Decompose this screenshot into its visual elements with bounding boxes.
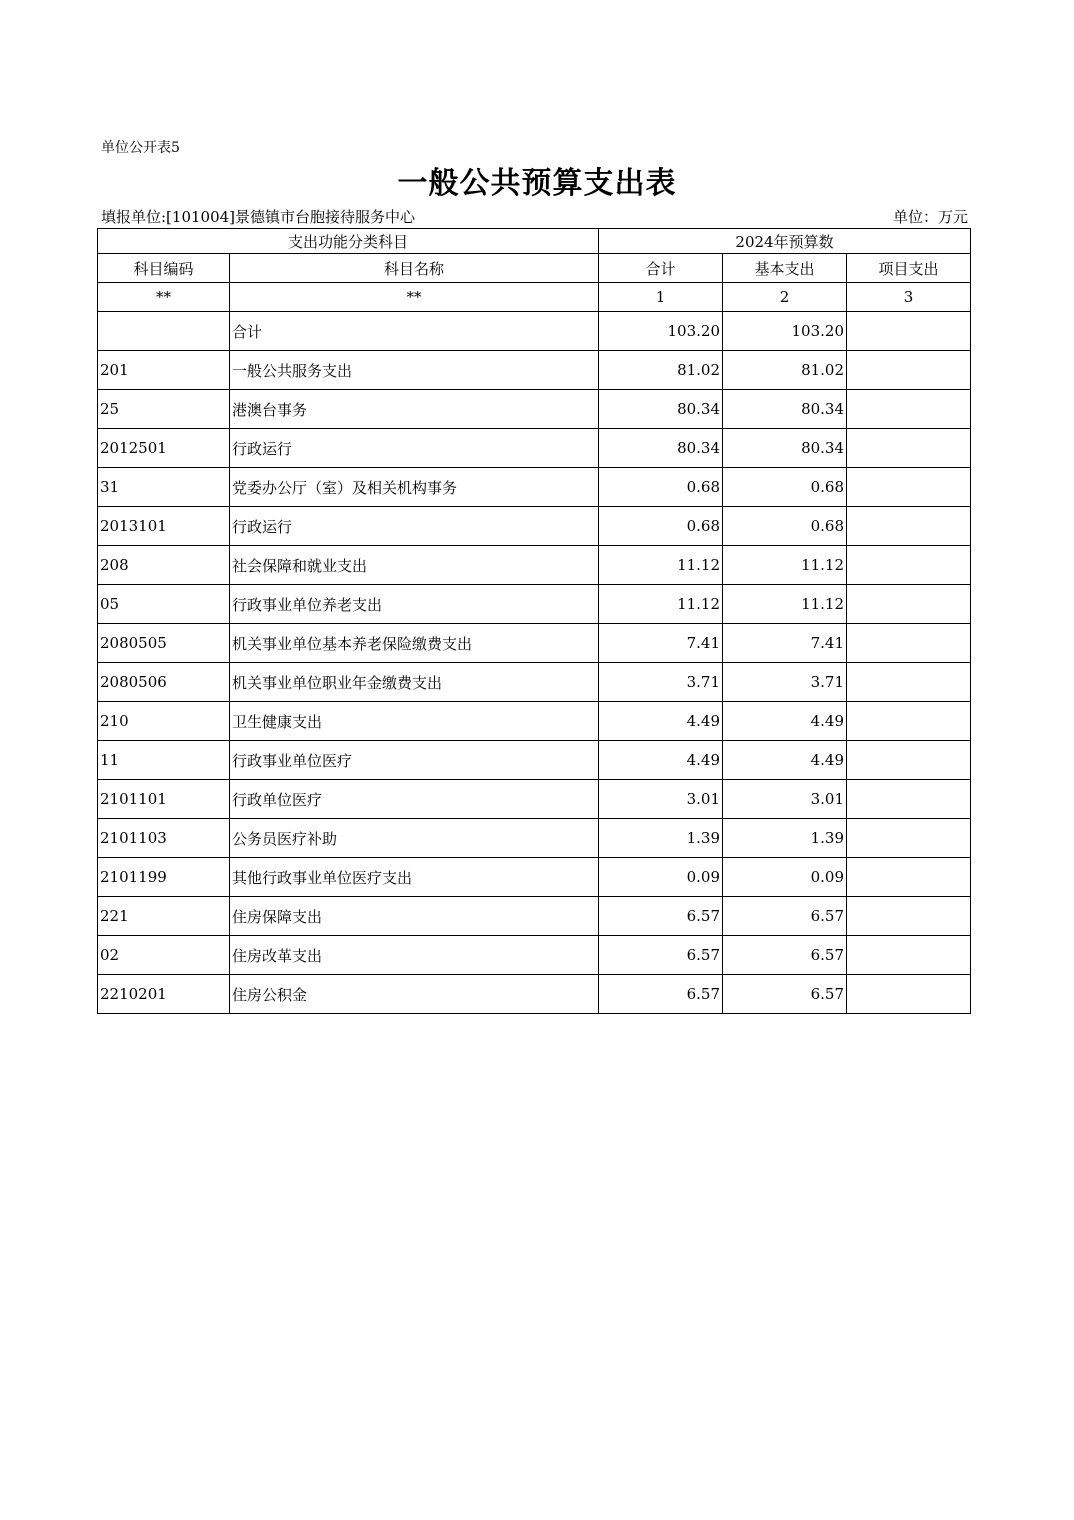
currency-unit: 单位：万元 xyxy=(892,208,968,226)
cell-total: 6.57 xyxy=(599,975,723,1014)
cell-basic: 7.41 xyxy=(723,624,847,663)
cell-basic: 4.49 xyxy=(723,741,847,780)
table-row xyxy=(98,351,971,390)
cell-basic: 11.12 xyxy=(723,546,847,585)
cell-total: 4.49 xyxy=(599,741,723,780)
cell-basic: 0.68 xyxy=(723,468,847,507)
cell-basic: 6.57 xyxy=(723,936,847,975)
cell-total: 81.02 xyxy=(599,351,723,390)
cell-project xyxy=(847,312,971,351)
header-group-budget: 2024年预算数 xyxy=(599,229,971,254)
cell-project xyxy=(847,585,971,624)
header-basic: 基本支出 xyxy=(723,254,847,283)
cell-name: 住房公积金 xyxy=(230,975,599,1014)
cell-basic: 4.49 xyxy=(723,702,847,741)
cell-basic: 3.71 xyxy=(723,663,847,702)
cell-project xyxy=(847,663,971,702)
cell-basic: 6.57 xyxy=(723,897,847,936)
cell-code: 2210201 xyxy=(98,975,230,1014)
cell-code: 2101101 xyxy=(98,780,230,819)
cell-project xyxy=(847,819,971,858)
cell-project xyxy=(847,741,971,780)
header-total: 合计 xyxy=(599,254,723,283)
cell-name: 行政事业单位养老支出 xyxy=(230,585,599,624)
cell-basic: 80.34 xyxy=(723,429,847,468)
table-row xyxy=(98,429,971,468)
cell-code: 11 xyxy=(98,741,230,780)
table-row xyxy=(98,546,971,585)
cell-code xyxy=(98,312,230,351)
cell-name: 机关事业单位职业年金缴费支出 xyxy=(230,663,599,702)
cell-basic: 1.39 xyxy=(723,819,847,858)
table-row xyxy=(98,741,971,780)
cell-code: 2080505 xyxy=(98,624,230,663)
header-group-row xyxy=(98,229,971,254)
cell-basic: 80.34 xyxy=(723,390,847,429)
cell-name: 党委办公厅（室）及相关机构事务 xyxy=(230,468,599,507)
cell-total: 103.20 xyxy=(599,312,723,351)
cell-project xyxy=(847,858,971,897)
cell-basic: 0.68 xyxy=(723,507,847,546)
cell-project xyxy=(847,780,971,819)
cell-code: 2101103 xyxy=(98,819,230,858)
cell-code: 05 xyxy=(98,585,230,624)
cell-name: 行政运行 xyxy=(230,507,599,546)
cell-name: 行政单位医疗 xyxy=(230,780,599,819)
cell-code: 201 xyxy=(98,351,230,390)
cell-total: 80.34 xyxy=(599,429,723,468)
cell-project xyxy=(847,507,971,546)
cell-code: 2101199 xyxy=(98,858,230,897)
cell-basic: 81.02 xyxy=(723,351,847,390)
cell-project xyxy=(847,897,971,936)
header-name: 科目名称 xyxy=(230,254,599,283)
cell-name: 机关事业单位基本养老保险缴费支出 xyxy=(230,624,599,663)
cell-basic: 0.09 xyxy=(723,858,847,897)
header-group-classification: 支出功能分类科目 xyxy=(98,229,599,254)
header-index-row xyxy=(98,283,971,312)
budget-table xyxy=(97,228,971,1014)
table-row xyxy=(98,897,971,936)
cell-code: 2013101 xyxy=(98,507,230,546)
table-row xyxy=(98,663,971,702)
cell-total: 6.57 xyxy=(599,936,723,975)
cell-total: 6.57 xyxy=(599,897,723,936)
cell-name: 公务员医疗补助 xyxy=(230,819,599,858)
table-row xyxy=(98,975,971,1014)
cell-project xyxy=(847,468,971,507)
cell-project xyxy=(847,429,971,468)
table-row xyxy=(98,780,971,819)
cell-basic: 6.57 xyxy=(723,975,847,1014)
table-row xyxy=(98,585,971,624)
cell-name: 行政运行 xyxy=(230,429,599,468)
table-row xyxy=(98,819,971,858)
cell-name: 其他行政事业单位医疗支出 xyxy=(230,858,599,897)
cell-project xyxy=(847,546,971,585)
table-row xyxy=(98,858,971,897)
cell-name: 住房保障支出 xyxy=(230,897,599,936)
cell-code: 31 xyxy=(98,468,230,507)
page-title: 一般公共预算支出表 xyxy=(397,166,677,201)
cell-basic: 3.01 xyxy=(723,780,847,819)
cell-total: 7.41 xyxy=(599,624,723,663)
cell-code: 208 xyxy=(98,546,230,585)
cell-total: 11.12 xyxy=(599,546,723,585)
index-total: 1 xyxy=(599,283,723,312)
header-project: 项目支出 xyxy=(847,254,971,283)
table-row xyxy=(98,312,971,351)
cell-name: 行政事业单位医疗 xyxy=(230,741,599,780)
header-column-row xyxy=(98,254,971,283)
cell-total: 4.49 xyxy=(599,702,723,741)
cell-total: 3.71 xyxy=(599,663,723,702)
header-code: 科目编码 xyxy=(98,254,230,283)
cell-code: 221 xyxy=(98,897,230,936)
cell-project xyxy=(847,351,971,390)
index-name: ** xyxy=(230,283,599,312)
form-number: 单位公开表5 xyxy=(101,140,180,156)
cell-project xyxy=(847,390,971,429)
cell-name: 卫生健康支出 xyxy=(230,702,599,741)
cell-total: 11.12 xyxy=(599,585,723,624)
cell-project xyxy=(847,975,971,1014)
index-basic: 2 xyxy=(723,283,847,312)
cell-name: 合计 xyxy=(230,312,599,351)
cell-code: 02 xyxy=(98,936,230,975)
index-project: 3 xyxy=(847,283,971,312)
cell-name: 住房改革支出 xyxy=(230,936,599,975)
cell-total: 1.39 xyxy=(599,819,723,858)
cell-total: 3.01 xyxy=(599,780,723,819)
cell-code: 210 xyxy=(98,702,230,741)
table-row xyxy=(98,624,971,663)
index-code: ** xyxy=(98,283,230,312)
cell-total: 80.34 xyxy=(599,390,723,429)
cell-total: 0.68 xyxy=(599,468,723,507)
cell-total: 0.09 xyxy=(599,858,723,897)
cell-project xyxy=(847,702,971,741)
cell-name: 社会保障和就业支出 xyxy=(230,546,599,585)
cell-code: 2012501 xyxy=(98,429,230,468)
cell-name: 一般公共服务支出 xyxy=(230,351,599,390)
table-row xyxy=(98,507,971,546)
table-row xyxy=(98,702,971,741)
filling-unit: 填报单位:[101004]景德镇市台胞接待服务中心 xyxy=(101,208,416,226)
table-row xyxy=(98,390,971,429)
cell-name: 港澳台事务 xyxy=(230,390,599,429)
table-row xyxy=(98,936,971,975)
cell-basic: 103.20 xyxy=(723,312,847,351)
cell-code: 2080506 xyxy=(98,663,230,702)
cell-project xyxy=(847,936,971,975)
cell-project xyxy=(847,624,971,663)
cell-total: 0.68 xyxy=(599,507,723,546)
table-row xyxy=(98,468,971,507)
cell-basic: 11.12 xyxy=(723,585,847,624)
cell-code: 25 xyxy=(98,390,230,429)
